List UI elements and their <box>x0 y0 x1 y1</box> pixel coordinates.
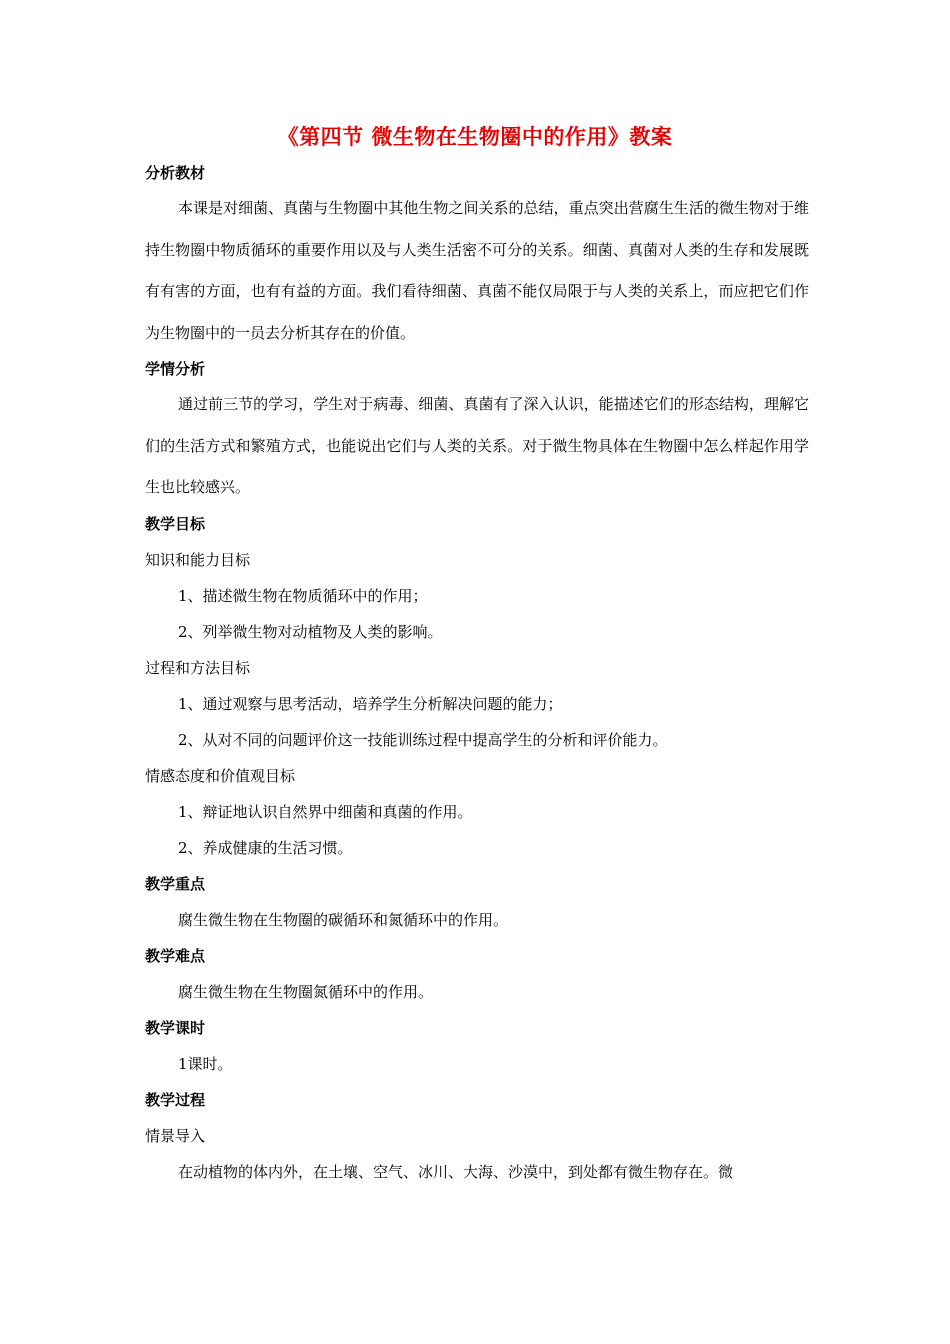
heading-students: 学情分析 <box>145 360 206 378</box>
heading-analysis: 分析教材 <box>145 164 206 182</box>
document-body <box>145 160 809 1195</box>
heading-goals: 教学目标 <box>145 514 206 533</box>
heading-hours: 教学课时 <box>145 1018 206 1037</box>
goal-item: 2、养成健康的生活习惯。 <box>178 838 353 857</box>
goal-item: 2、列举微生物对动植物及人类的影响。 <box>178 622 443 641</box>
heading-difficulty: 教学难点 <box>145 946 206 965</box>
key-points-text: 腐生微生物在生物圈的碳循环和氮循环中的作用。 <box>178 910 509 929</box>
paragraph-analysis: 本课是对细菌、真菌与生物圈中其他生物之间关系的总结，重点突出营腐生生活的微生物对于维持生物圈中物质循环的重要作用以及与人类生活密不可分的关系。细菌、真菌对人类的生存和发展既有有害的方面，也有有益的方面。我们看待细菌、真菌不能仅局限于与人类的关系上，而应把它们作为生物圈中的一员去分析其存在的价值。 <box>145 199 809 342</box>
hours-text: 1课时。 <box>178 1054 233 1073</box>
heading-key-points: 教学重点 <box>145 874 206 893</box>
goal-item: 1、辩证地认识自然界中细菌和真菌的作用。 <box>178 802 473 821</box>
paragraph-students: 通过前三节的学习，学生对于病毒、细菌、真菌有了深入认识，能描述它们的形态结构，理解它们的生活方式和繁殖方式，也能说出它们与人类的关系。对于微生物具体在生物圈中怎么样起作用学生也比较感兴。 <box>145 395 809 496</box>
goal-item: 1、通过观察与思考活动，培养学生分析解决问题的能力； <box>178 694 563 713</box>
subheading-process-goals: 过程和方法目标 <box>145 658 251 677</box>
scene-intro-text: 在动植物的体内外，在土壤、空气、冰川、大海、沙漠中，到处都有微生物存在。微 <box>178 1162 734 1181</box>
goal-item: 2、从对不同的问题评价这一技能训练过程中提高学生的分析和评价能力。 <box>178 730 668 749</box>
difficulty-text: 腐生微生物在生物圈氮循环中的作用。 <box>178 982 434 1001</box>
subheading-knowledge-goals: 知识和能力目标 <box>145 550 251 569</box>
heading-process: 教学过程 <box>145 1090 206 1109</box>
subheading-emotion-goals: 情感态度和价值观目标 <box>145 766 296 785</box>
document-title: 《第四节 微生物在生物圈中的作用》教案 <box>277 125 673 149</box>
goal-item: 1、描述微生物在物质循环中的作用； <box>178 586 428 605</box>
subheading-scene-intro: 情景导入 <box>145 1126 206 1145</box>
